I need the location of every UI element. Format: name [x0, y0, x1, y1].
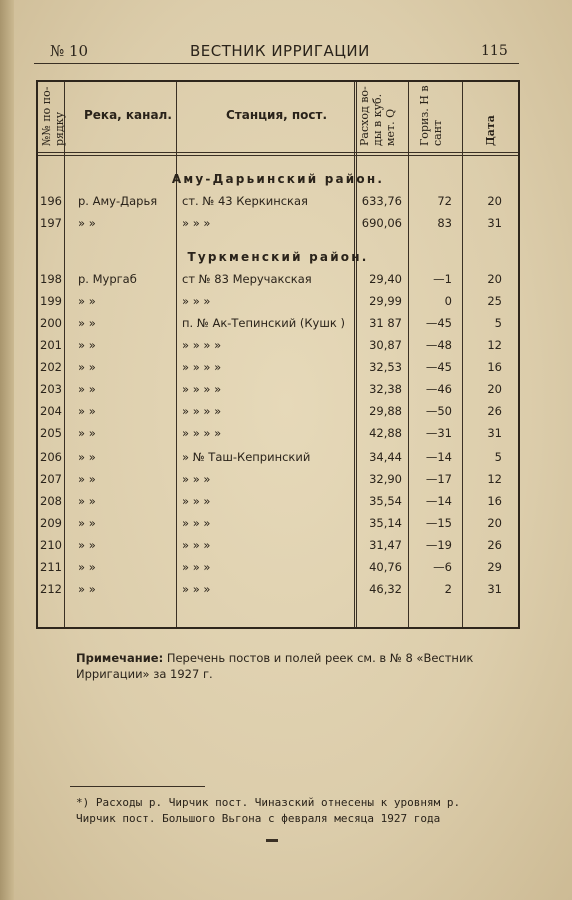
- table-row: [38, 582, 518, 602]
- footnote-rule: [70, 786, 205, 787]
- discharge-value: 32,53: [369, 360, 402, 374]
- table-row: [38, 404, 518, 424]
- header-separator: [38, 152, 518, 153]
- discharge-value: 29,88: [369, 404, 402, 418]
- row-number: 197: [40, 216, 62, 230]
- column-header-discharge: Расход во-ды в куб. мет. Q: [358, 86, 397, 146]
- row-number: 208: [40, 494, 62, 508]
- date-value: 20: [487, 382, 502, 396]
- region-heading-turkmen: Туркменский район.: [187, 250, 369, 264]
- station-name: » » »: [182, 516, 211, 530]
- station-name: » » »: [182, 560, 211, 574]
- date-value: 29: [487, 560, 502, 574]
- discharge-value: 46,32: [369, 582, 402, 596]
- row-number: 202: [40, 360, 62, 374]
- row-number: 210: [40, 538, 62, 552]
- page-header: [0, 42, 572, 64]
- station-name: » » » »: [182, 404, 222, 418]
- table-row: [38, 272, 518, 292]
- station-name: » » »: [182, 294, 211, 308]
- row-number: 196: [40, 194, 62, 208]
- note-label: Примечание:: [76, 651, 164, 665]
- level-value: —19: [425, 538, 452, 552]
- row-number: 203: [40, 382, 62, 396]
- discharge-value: 690,06: [361, 216, 402, 230]
- level-value: 0: [444, 294, 452, 308]
- row-number: 211: [40, 560, 62, 574]
- date-value: 12: [487, 338, 502, 352]
- date-value: 5: [494, 316, 502, 330]
- row-number: 201: [40, 338, 62, 352]
- table-row: [38, 472, 518, 492]
- river-name: » »: [78, 472, 96, 486]
- date-value: 16: [487, 360, 502, 374]
- level-value: 2: [444, 582, 452, 596]
- page-ornament: [266, 839, 278, 842]
- level-value: —6: [433, 560, 452, 574]
- station-name: » » »: [182, 216, 211, 230]
- row-number: 207: [40, 472, 62, 486]
- station-name: ст. № 43 Керкинская: [182, 194, 308, 208]
- journal-title: ВЕСТНИК ИРРИГАЦИИ: [190, 42, 370, 60]
- discharge-value: 32,38: [369, 382, 402, 396]
- river-name: » »: [78, 382, 96, 396]
- header-rule: [34, 63, 519, 64]
- river-name: » »: [78, 516, 96, 530]
- discharge-value: 42,88: [369, 426, 402, 440]
- river-name: » »: [78, 294, 96, 308]
- river-name: » »: [78, 538, 96, 552]
- level-value: —17: [425, 472, 452, 486]
- row-number: 206: [40, 450, 62, 464]
- row-number: 199: [40, 294, 62, 308]
- table-row: [38, 560, 518, 580]
- discharge-value: 34,44: [369, 450, 402, 464]
- level-value: —14: [425, 494, 452, 508]
- level-value: —14: [425, 450, 452, 464]
- river-name: » »: [78, 316, 96, 330]
- station-name: » » »: [182, 494, 211, 508]
- discharge-value: 29,40: [369, 272, 402, 286]
- level-value: 83: [437, 216, 452, 230]
- table-row: [38, 382, 518, 402]
- table-row: [38, 360, 518, 380]
- river-name: » »: [78, 338, 96, 352]
- river-name: р. Мургаб: [78, 272, 137, 286]
- date-value: 16: [487, 494, 502, 508]
- river-name: » »: [78, 494, 96, 508]
- level-value: 72: [437, 194, 452, 208]
- station-name: » » »: [182, 582, 211, 596]
- river-name: » »: [78, 360, 96, 374]
- table-row: [38, 194, 518, 214]
- header-separator: [38, 155, 518, 156]
- station-name: п. № Ак-Тепинский (Кушк ): [182, 316, 345, 330]
- page-binding-edge: [0, 0, 14, 900]
- station-name: » » » »: [182, 382, 222, 396]
- station-name: » № Таш-Кепринский: [182, 450, 311, 464]
- discharge-value: 35,14: [369, 516, 402, 530]
- note-text: Перечень постов и полей реек см. в № 8 «Вестник Ирригации» за 1927 г.: [76, 651, 474, 681]
- region-heading-amu-darya: Аму-Дарьинский район.: [171, 172, 385, 186]
- level-value: —1: [433, 272, 452, 286]
- date-value: 5: [494, 450, 502, 464]
- page-number: 115: [481, 43, 508, 59]
- row-number: 200: [40, 316, 62, 330]
- date-value: 12: [487, 472, 502, 486]
- discharge-value: 633,76: [361, 194, 402, 208]
- column-header-number: №№ по по-рядку: [40, 86, 66, 146]
- date-value: 20: [487, 516, 502, 530]
- row-number: 212: [40, 582, 62, 596]
- footnote: *) Расходы р. Чирчик пост. Чиназский отнесены к уровням р. Чирчик пост. Большого Вьгона с февраля месяца 1927 года: [76, 796, 461, 825]
- river-name: р. Аму-Дарья: [78, 194, 158, 208]
- river-name: » »: [78, 426, 96, 440]
- discharge-value: 31 87: [369, 316, 402, 330]
- date-value: 31: [487, 582, 502, 596]
- level-value: —45: [425, 316, 452, 330]
- date-value: 26: [487, 404, 502, 418]
- row-number: 209: [40, 516, 62, 530]
- column-header-date: Дата: [484, 115, 497, 146]
- date-value: 25: [487, 294, 502, 308]
- table-row: [38, 538, 518, 558]
- column-header-station: Станция, пост.: [226, 108, 328, 122]
- discharge-value: 31,47: [369, 538, 402, 552]
- table-row: [38, 516, 518, 536]
- row-number: 205: [40, 426, 62, 440]
- date-value: 20: [487, 194, 502, 208]
- discharge-value: 30,87: [369, 338, 402, 352]
- table-row: [38, 316, 518, 336]
- date-value: 31: [487, 426, 502, 440]
- level-value: —48: [425, 338, 452, 352]
- date-value: 31: [487, 216, 502, 230]
- discharge-value: 35,54: [369, 494, 402, 508]
- station-name: » » »: [182, 538, 211, 552]
- issue-number: № 10: [50, 42, 89, 60]
- data-table: [36, 80, 520, 629]
- table-row: [38, 426, 518, 446]
- station-name: » » » »: [182, 426, 222, 440]
- discharge-value: 29,99: [369, 294, 402, 308]
- river-name: » »: [78, 582, 96, 596]
- date-value: 20: [487, 272, 502, 286]
- row-number: 198: [40, 272, 62, 286]
- level-value: —15: [425, 516, 452, 530]
- note: [76, 650, 506, 682]
- level-value: —50: [425, 404, 452, 418]
- table-row: [38, 338, 518, 358]
- river-name: » »: [78, 450, 96, 464]
- table-row: [38, 450, 518, 470]
- level-value: —46: [425, 382, 452, 396]
- station-name: » » » »: [182, 338, 222, 352]
- station-name: » » »: [182, 472, 211, 486]
- river-name: » »: [78, 216, 96, 230]
- discharge-value: 32,90: [369, 472, 402, 486]
- row-number: 204: [40, 404, 62, 418]
- level-value: —45: [425, 360, 452, 374]
- table-row: [38, 216, 518, 236]
- station-name: » » » »: [182, 360, 222, 374]
- station-name: ст № 83 Меручакская: [182, 272, 312, 286]
- river-name: » »: [78, 560, 96, 574]
- discharge-value: 40,76: [369, 560, 402, 574]
- river-name: » »: [78, 404, 96, 418]
- column-header-level: Гориз. H в сант: [418, 85, 444, 146]
- level-value: —31: [425, 426, 452, 440]
- column-header-river: Река, канал.: [84, 108, 172, 122]
- date-value: 26: [487, 538, 502, 552]
- table-row: [38, 294, 518, 314]
- table-row: [38, 494, 518, 514]
